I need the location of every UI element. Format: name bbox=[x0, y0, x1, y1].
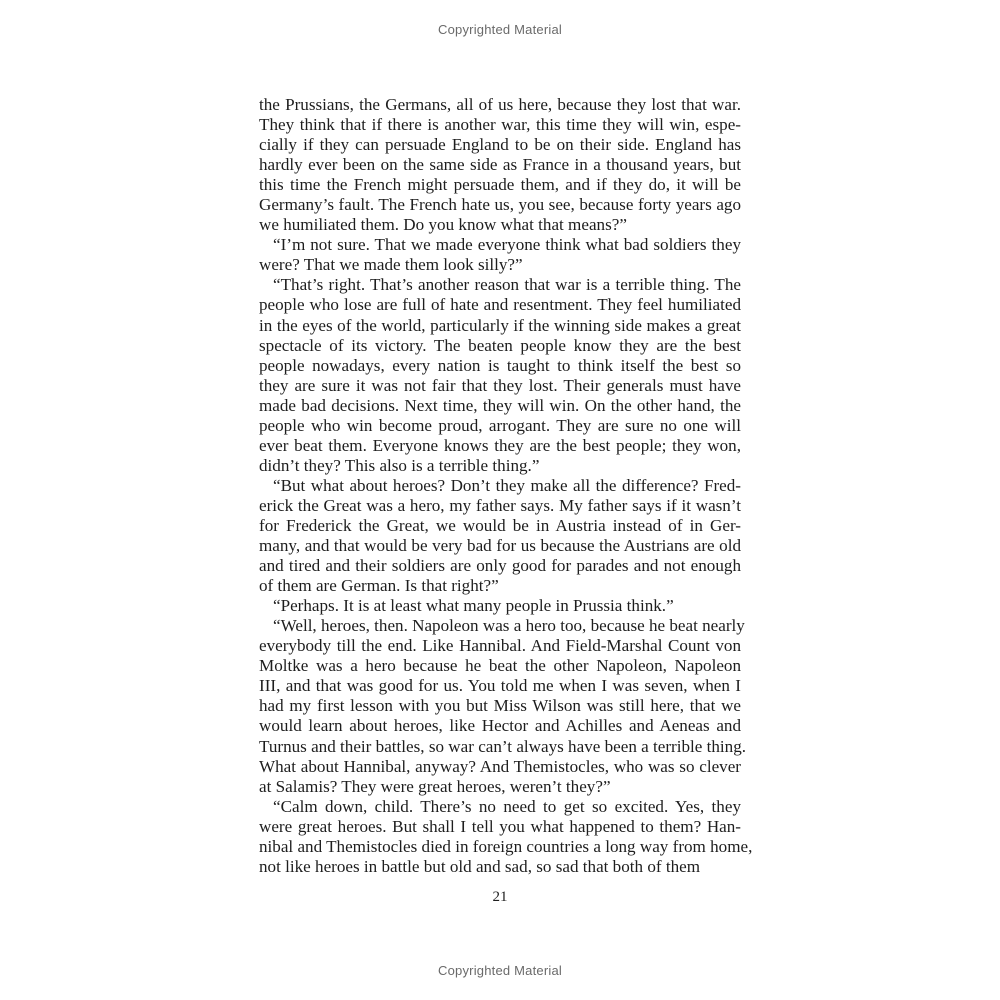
text-line: spectacle of its victory. The beaten people know they are the best bbox=[259, 335, 741, 355]
text-line: Germany’s fault. The French hate us, you see, because forty years ago bbox=[259, 195, 741, 215]
page-number: 21 bbox=[492, 889, 508, 905]
text-line: at Salamis? They were great heroes, weren’t they?” bbox=[259, 776, 611, 796]
text-line: were great heroes. But shall I tell you what happened to them? Han- bbox=[259, 816, 741, 836]
text-line: “Well, heroes, then. Napoleon was a hero too, because he beat nearly bbox=[273, 616, 745, 636]
text-line: of them are German. Is that right?” bbox=[259, 576, 499, 596]
text-line: They think that if there is another war, this time they will win, espe- bbox=[259, 115, 741, 135]
paragraph bbox=[259, 235, 741, 275]
text-line: for Frederick the Great, we would be in Austria instead of in Ger- bbox=[259, 515, 741, 535]
text-line: Moltke was a hero because he beat the other Napoleon, Napoleon bbox=[259, 656, 741, 676]
text-line: we humiliated them. Do you know what that means?” bbox=[259, 215, 627, 235]
text-line: in the eyes of the world, particularly if the winning side makes a great bbox=[259, 315, 741, 335]
text-line: “But what about heroes? Don’t they make all the difference? Fred- bbox=[273, 475, 741, 495]
text-line: ever beat them. Everyone knows they are the best people; they won, bbox=[259, 435, 741, 455]
paragraph bbox=[259, 616, 747, 796]
text-line: “Perhaps. It is at least what many people in Prussia think.” bbox=[273, 596, 674, 616]
text-line: “Calm down, child. There’s no need to get so excited. Yes, they bbox=[273, 796, 741, 816]
text-line: “I’m not sure. That we made everyone think what bad soldiers they bbox=[273, 235, 741, 255]
text-line: they are sure it was not fair that they lost. Their generals must have bbox=[259, 375, 741, 395]
page-text-block bbox=[259, 95, 753, 877]
text-line: erick the Great was a hero, my father says. My father says if it wasn’t bbox=[259, 495, 741, 515]
text-line: made bad decisions. Next time, they will win. On the other hand, the bbox=[259, 395, 741, 415]
paragraph bbox=[259, 476, 741, 596]
text-line: the Prussians, the Germans, all of us here, because they lost that war. bbox=[259, 95, 741, 114]
text-line: this time the French might persuade them, and if they do, it will be bbox=[259, 175, 741, 195]
text-line: hardly ever been on the same side as France in a thousand years, but bbox=[259, 155, 741, 175]
text-line: cially if they can persuade England to be on their side. England has bbox=[259, 135, 741, 155]
text-line: III, and that was good for us. You told me when I was seven, when I bbox=[259, 676, 741, 696]
paragraph bbox=[259, 596, 741, 616]
text-line: were? That we made them look silly?” bbox=[259, 255, 523, 275]
paragraph bbox=[259, 275, 741, 475]
text-line: many, and that would be very bad for us because the Austrians are old bbox=[259, 536, 741, 556]
text-line: and tired and their soldiers are only good for parades and not enough bbox=[259, 556, 741, 576]
copyright-watermark-top: Copyrighted Material bbox=[438, 22, 562, 37]
text-line: people who win become proud, arrogant. They are sure no one will bbox=[259, 415, 741, 435]
copyright-watermark-bottom: Copyrighted Material bbox=[438, 963, 562, 978]
text-line: people who lose are full of hate and resentment. They feel humiliated bbox=[259, 295, 741, 315]
text-line: Turnus and their battles, so war can’t always have been a terrible thing. bbox=[259, 736, 747, 756]
paragraph bbox=[259, 95, 741, 235]
paragraph bbox=[259, 796, 753, 877]
text-line: not like heroes in battle but old and sad, so sad that both of them bbox=[259, 856, 701, 876]
text-line: “That’s right. That’s another reason that war is a terrible thing. The bbox=[273, 275, 741, 295]
text-line: people nowadays, every nation is taught to think itself the best so bbox=[259, 355, 741, 375]
text-line: had my first lesson with you but Miss Wilson was still here, that we bbox=[259, 696, 741, 716]
text-line: didn’t they? This also is a terrible thing.” bbox=[259, 455, 540, 475]
text-line: would learn about heroes, like Hector and Achilles and Aeneas and bbox=[259, 716, 741, 736]
text-line: nibal and Themistocles died in foreign countries a long way from home, bbox=[259, 836, 753, 856]
text-line: everybody till the end. Like Hannibal. And Field-Marshal Count von bbox=[259, 636, 741, 656]
text-line: What about Hannibal, anyway? And Themistocles, who was so clever bbox=[259, 756, 741, 776]
